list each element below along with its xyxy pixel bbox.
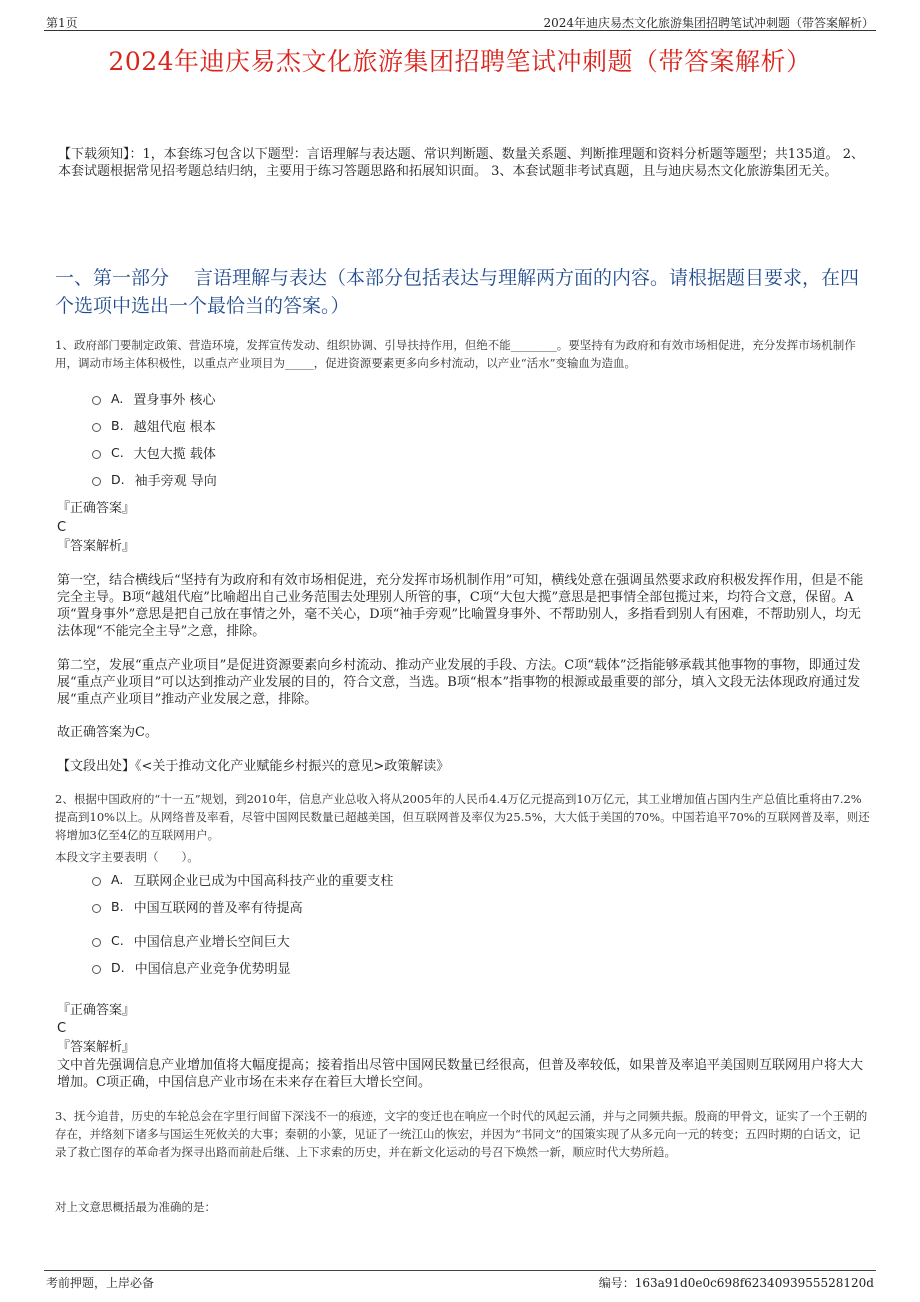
- option-letter: D.: [111, 959, 125, 975]
- question-1-answer: C: [57, 520, 67, 535]
- option-text: 中国信息产业增长空间巨大: [133, 934, 290, 950]
- radio-icon[interactable]: [92, 965, 101, 974]
- option-text: 中国信息产业竞争优势明显: [134, 961, 291, 977]
- radio-icon[interactable]: [92, 477, 101, 486]
- document-title: 2024年迪庆易杰文化旅游集团招聘笔试冲刺题（带答案解析）: [108, 47, 812, 76]
- option-letter: B.: [111, 898, 124, 914]
- question-2-answer-label: 『正确答案』: [57, 1003, 136, 1018]
- radio-icon[interactable]: [92, 904, 101, 913]
- header-doc-title: 2024年迪庆易杰文化旅游集团招聘笔试冲刺题（带答案解析）: [543, 16, 874, 30]
- question-1-stem: 1、政府部门要制定政策、营造环境，发挥宣传发动、组织协调、引导扶持作用，但绝不能________。要坚持有为政府和有效市场相促进，充分发挥市场机制作用，调动市场主体积极性，以重点产业项目为_____，促进资源要素更多向乡村流动，以产业“活水”变输血为造血。: [55, 338, 856, 370]
- radio-icon[interactable]: [92, 938, 101, 947]
- question-2-stem: 2、根据中国政府的“十一五”规划，到2010年，信息产业总收入将从2005年的人民币4.4万亿元提高到10万亿元，其工业增加值占国内生产总值比重将由7.2%提高到10%以上。从网络普及率看，尽管中国网民数量已超越美国，但互联网普及率仅为25.5%，大大低于美国的70%。中国若追平70%的互联网普及率，则还将增加3亿至4亿的互联网用户。: [55, 792, 870, 842]
- section-heading: 一、第一部分 言语理解与表达（本部分包括表达与理解两方面的内容。请根据题目要求，在四个选项中选出一个最恰当的答案。）: [55, 267, 860, 317]
- question-2-option-c[interactable]: [92, 930, 290, 950]
- question-2-option-b[interactable]: [92, 896, 303, 916]
- question-1-option-a[interactable]: [92, 388, 215, 408]
- page-footer: [44, 1270, 876, 1291]
- question-2-prompt: 本段文字主要表明（ ）。: [55, 850, 199, 864]
- question-1-analysis-label: 『答案解析』: [57, 539, 136, 554]
- question-1-conclusion: 故正确答案为C。: [57, 725, 158, 740]
- question-1-analysis-para-2: 第二空，发展“重点产业项目”是促进资源要素向乡村流动、推动产业发展的手段、方法。C项“载体”泛指能够承载其他事物的事物，即通过发展“重点产业项目”可以达到推动产业发展的目的，符合文意，当选。B项“根本”指事物的根源或最重要的部分，填入文段无法体现政府通过发展“重点产业项目”推动产业发展之意，排除。: [57, 658, 861, 707]
- footer-slogan: 考前押题，上岸必备: [46, 1276, 155, 1290]
- option-letter: C.: [111, 444, 124, 460]
- question-1-analysis-para-1: 第一空，结合横线后“坚持有为政府和有效市场相促进，充分发挥市场机制作用”可知，横线处意在强调虽然要求政府积极发挥作用，但是不能完全主导。B项“越俎代庖”比喻超出自己业务范围去处理别人所管的事，C项“大包大揽”意思是把事情全部包揽过来，均符合文意，保留。A项“置身事外”意思是把自己放在事情之外，毫不关心，D项“袖手旁观”比喻置身事外、不帮助别人，多指看到别人有困难，不帮助别人，均无法体现“不能完全主导”之意，排除。: [57, 573, 864, 639]
- question-1-source: 【文段出处】《<关于推动文化产业赋能乡村振兴的意见>政策解读》: [57, 759, 450, 774]
- question-2-option-a[interactable]: [92, 869, 393, 889]
- option-letter: D.: [111, 471, 125, 487]
- option-text: 大包大揽 载体: [133, 446, 216, 462]
- option-text: 中国互联网的普及率有待提高: [133, 900, 303, 916]
- radio-icon[interactable]: [92, 450, 101, 459]
- question-2-analysis: 文中首先强调信息产业增加值将大幅度提高；接着指出尽管中国网民数量已经很高，但普及率较低，如果普及率追平美国则互联网用户将大大增加。C项正确，中国信息产业市场在未来存在着巨大增长空间。: [57, 1058, 864, 1090]
- option-text: 置身事外 核心: [133, 392, 216, 408]
- question-3-prompt: 对上文意思概括最为准确的是：: [55, 1200, 216, 1214]
- question-1-option-c[interactable]: [92, 442, 216, 462]
- question-2-analysis-label: 『答案解析』: [57, 1040, 136, 1055]
- question-2-answer: C: [57, 1021, 67, 1036]
- question-1-option-b[interactable]: [92, 415, 216, 435]
- footer-doc-id: 编号：163a91d0e0c698f6234093955528120d: [598, 1276, 874, 1290]
- option-text: 越俎代庖 根本: [133, 419, 216, 435]
- radio-icon[interactable]: [92, 877, 101, 886]
- question-1-option-d[interactable]: [92, 469, 217, 489]
- option-letter: A.: [111, 390, 124, 406]
- option-letter: A.: [111, 871, 124, 887]
- question-2-option-d[interactable]: [92, 957, 291, 977]
- option-text: 袖手旁观 导向: [134, 473, 217, 489]
- radio-icon[interactable]: [92, 396, 101, 405]
- radio-icon[interactable]: [92, 423, 101, 432]
- page-number: 第1页: [46, 16, 78, 30]
- download-notice: 【下载须知】：1，本套练习包含以下题型：言语理解与表达题、常识判断题、数量关系题、判断推理题和资料分析题等题型；共135道。 2、本套试题根据常见招考题总结归纳，主要用于练习答题思路和拓展知识面。 3、本套试题非考试真题，且与迪庆易杰文化旅游集团无关。: [58, 147, 864, 179]
- question-3-stem: 3、抚今追昔，历史的车轮总会在字里行间留下深浅不一的痕迹，文字的变迁也在响应一个时代的风起云涌，并与之同频共振。殷商的甲骨文，证实了一个王朝的存在，并络刻下诸多与国运生死攸关的大事；秦朝的小篆，见证了一统江山的恢宏，并因为“书同文”的国策实现了从多元向一元的转变；五四时期的白话文，记录了救亡图存的革命者为探寻出路而前赴后继、上下求索的历史，并在新文化运动的号召下焕然一新，顺应时代大势所趋。: [55, 1109, 868, 1159]
- page-header: [44, 8, 876, 31]
- option-letter: C.: [111, 932, 124, 948]
- option-text: 互联网企业已成为中国高科技产业的重要支柱: [133, 873, 394, 889]
- option-letter: B.: [111, 417, 124, 433]
- question-1-answer-label: 『正确答案』: [57, 501, 136, 516]
